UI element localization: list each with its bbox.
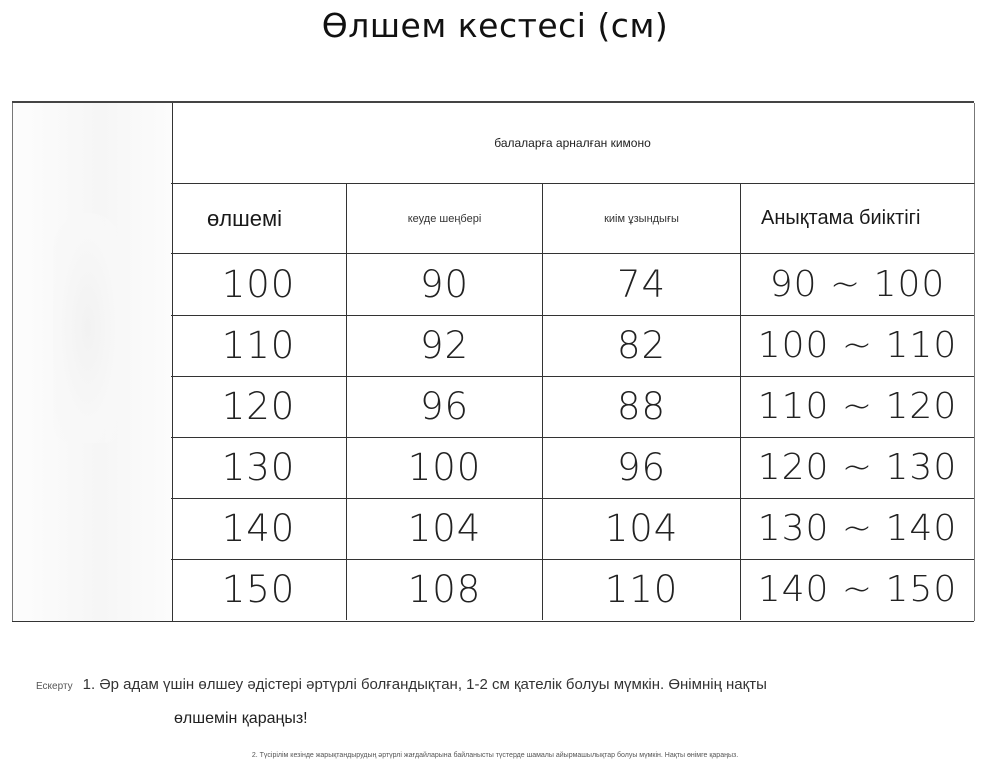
- table-row: [171, 376, 974, 438]
- chest-cell: 96: [347, 376, 543, 437]
- chest-cell: 104: [347, 498, 543, 559]
- table-group-header: балаларға арналған кимоно: [171, 103, 975, 184]
- column-header-chest: кеуде шеңбері: [347, 184, 543, 253]
- height-cell: 120 ~ 130: [757, 447, 958, 488]
- column-header-length: киім ұзындығы: [543, 184, 741, 253]
- chest-cell: 100: [347, 437, 543, 498]
- size-cell: 140: [171, 498, 347, 559]
- note-2: 2. Түсірілім кезінде жарықтандырудың әртүрлі жағдайларына байланысты түстерде шамалы айырмашылықтар болуы мүмкін. Нақты өнімге қараңыз.: [251, 752, 739, 759]
- length-cell: 110: [543, 559, 741, 620]
- height-cell: 100 ~ 110: [757, 325, 958, 366]
- height-cell: 90 ~ 100: [769, 264, 946, 305]
- length-cell: 104: [543, 498, 741, 559]
- product-image-panel: [12, 103, 173, 621]
- note-1-continuation: өлшемін қараңыз!: [174, 710, 308, 727]
- height-cell: 130 ~ 140: [757, 508, 958, 549]
- height-cell: 140 ~ 150: [757, 569, 958, 610]
- height-cell: 110 ~ 120: [757, 386, 958, 427]
- note-1-text: 1. Әр адам үшін өлшеу әдістері әртүрлі болғандықтан, 1-2 см қателік болуы мүмкін. Өнімнің нақты: [82, 676, 767, 693]
- size-chart-table: [12, 101, 974, 622]
- size-cell: 150: [171, 559, 347, 620]
- column-header-height: Анықтама биіктігі: [761, 207, 921, 229]
- note-1: [36, 676, 767, 693]
- size-cell: 120: [171, 376, 347, 437]
- chest-cell: 92: [347, 315, 543, 376]
- size-cell: 130: [171, 437, 347, 498]
- table-row: [171, 559, 974, 620]
- chest-cell: 108: [347, 559, 543, 620]
- table-row: [171, 437, 974, 499]
- note-label: Ескерту: [36, 681, 73, 692]
- table-header-row: [171, 184, 974, 254]
- length-cell: 82: [543, 315, 741, 376]
- table-row: [171, 315, 974, 377]
- table-row: [171, 498, 974, 560]
- chest-cell: 90: [347, 254, 543, 315]
- size-grid: [171, 184, 975, 621]
- length-cell: 74: [543, 254, 741, 315]
- size-cell: 110: [171, 315, 347, 376]
- faded-product-photo: [53, 213, 123, 443]
- table-row: [171, 254, 974, 316]
- length-cell: 88: [543, 376, 741, 437]
- length-cell: 96: [543, 437, 741, 498]
- size-cell: 100: [171, 254, 347, 315]
- page-title: Өлшем кестесі (см): [321, 6, 669, 45]
- column-header-size: өлшемі: [171, 184, 347, 253]
